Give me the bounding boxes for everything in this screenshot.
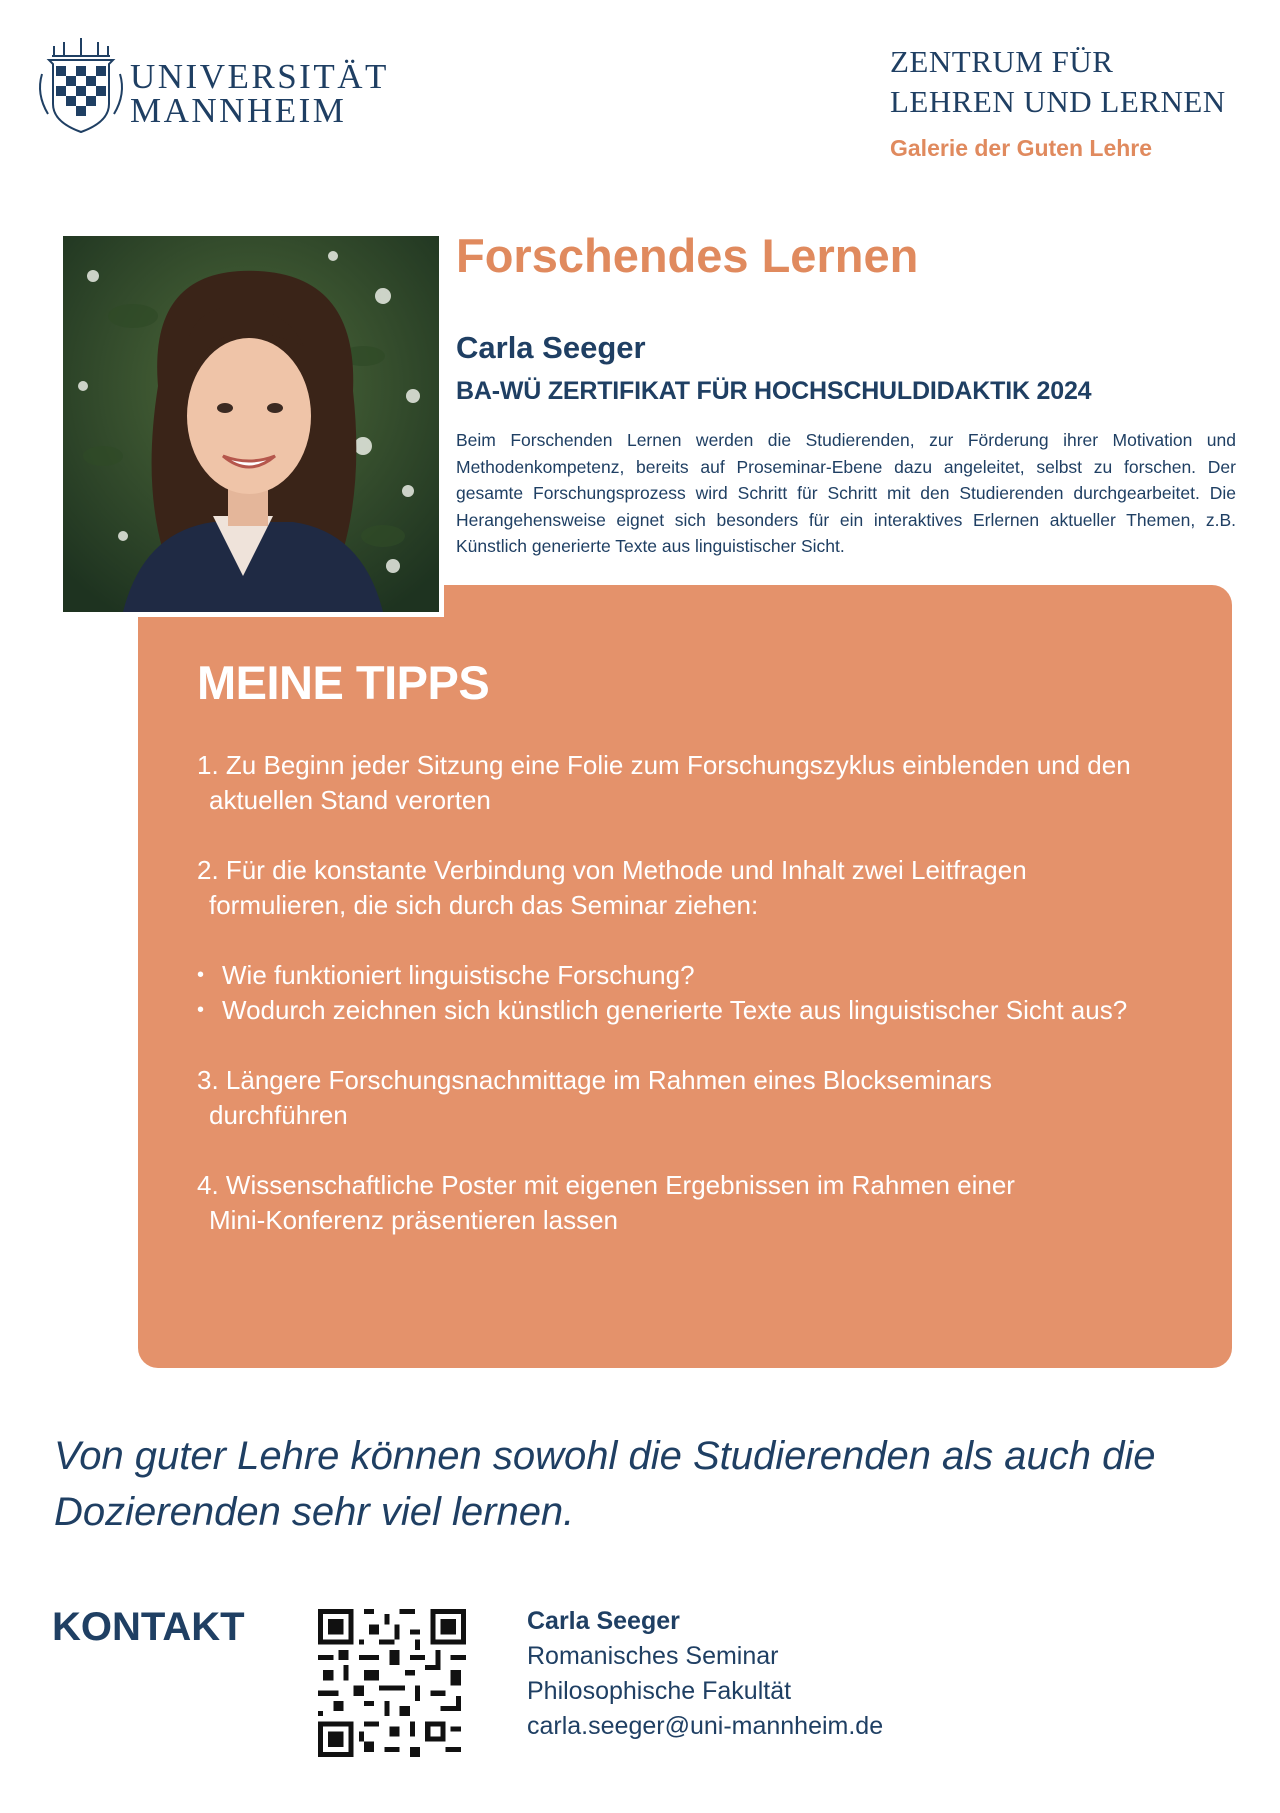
center-name-line-1: ZENTRUM FÜR (890, 44, 1114, 79)
person-name: Carla Seeger (456, 330, 646, 365)
university-name (130, 57, 389, 130)
tip-1 (197, 748, 1197, 818)
guiding-question-1: • Wie funktioniert linguistische Forschung? (197, 958, 1197, 993)
quote: Von guter Lehre können sowohl die Studierenden als auch die Dozierenden sehr viel lernen. (54, 1434, 1156, 1534)
tip-1-line-1: 1. Zu Beginn jeder Sitzung eine Folie zum Forschungszyklus einblenden und den (197, 750, 1131, 780)
tips-list (197, 748, 1197, 1273)
description-text: Beim Forschenden Lernen werden die Studierenden, zur Förderung ihrer Motivation und Methodenkompetenz, bereits auf Proseminar-Ebene dazu angeleitet, selbst zu forschen. Der gesamte Forschungsprozess wird Schritt für Schritt mit den Studierenden durchgearbeitet. Die Herangehensweise eignet sich besonders für ein interaktives Erlernen aktueller Themen, z.B. Künstlich generierte Texte aus linguistischer Sicht. (456, 430, 1236, 556)
contact-info (527, 1604, 883, 1744)
university-name-line-1: UNIVERSITÄT (130, 57, 389, 96)
contact-email[interactable]: carla.seeger@uni-mannheim.de (527, 1712, 884, 1740)
contact-heading: KONTAKT (52, 1605, 245, 1649)
tips-heading: MEINE TIPPS (197, 656, 490, 709)
portrait-photo (63, 236, 439, 612)
university-logo (34, 34, 394, 144)
guiding-questions (197, 958, 1197, 1028)
tip-2 (197, 853, 1197, 923)
gallery-label: Galerie der Guten Lehre (890, 135, 1153, 161)
tip-2-line-1: 2. Für die konstante Verbindung von Methode und Inhalt zwei Leitfragen (197, 855, 1027, 885)
tip-3-line-2: durchführen (209, 1100, 348, 1130)
tip-4 (197, 1168, 1197, 1238)
contact-faculty: Philosophische Fakultät (527, 1677, 792, 1705)
university-name-line-2: MANNHEIM (130, 91, 347, 130)
certificate-title: BA-WÜ ZERTIFIKAT FÜR HOCHSCHULDIDAKTIK 2024 (456, 377, 1092, 405)
contact-department: Romanisches Seminar (527, 1642, 779, 1670)
guiding-question-2: • Wodurch zeichnen sich künstlich generierte Texte aus linguistischer Sicht aus? (197, 993, 1197, 1028)
qr-code-icon[interactable] (318, 1609, 466, 1757)
tip-4-line-1: 4. Wissenschaftliche Poster mit eigenen Ergebnissen im Rahmen einer (197, 1170, 1015, 1200)
contact-name: Carla Seeger (527, 1607, 680, 1635)
page-title: Forschendes Lernen (456, 229, 919, 282)
tip-1-line-2: aktuellen Stand verorten (209, 785, 491, 815)
tip-4-line-2: Mini-Konferenz präsentieren lassen (209, 1205, 618, 1235)
center-name (890, 42, 1226, 122)
tip-3 (197, 1063, 1197, 1133)
tip-2-line-2: formulieren, die sich durch das Seminar ziehen: (209, 890, 759, 920)
tip-3-line-1: 3. Längere Forschungsnachmittage im Rahmen eines Blockseminars (197, 1065, 992, 1095)
center-name-line-2: LEHREN UND LERNEN (890, 84, 1226, 119)
university-crest-icon (34, 34, 129, 139)
